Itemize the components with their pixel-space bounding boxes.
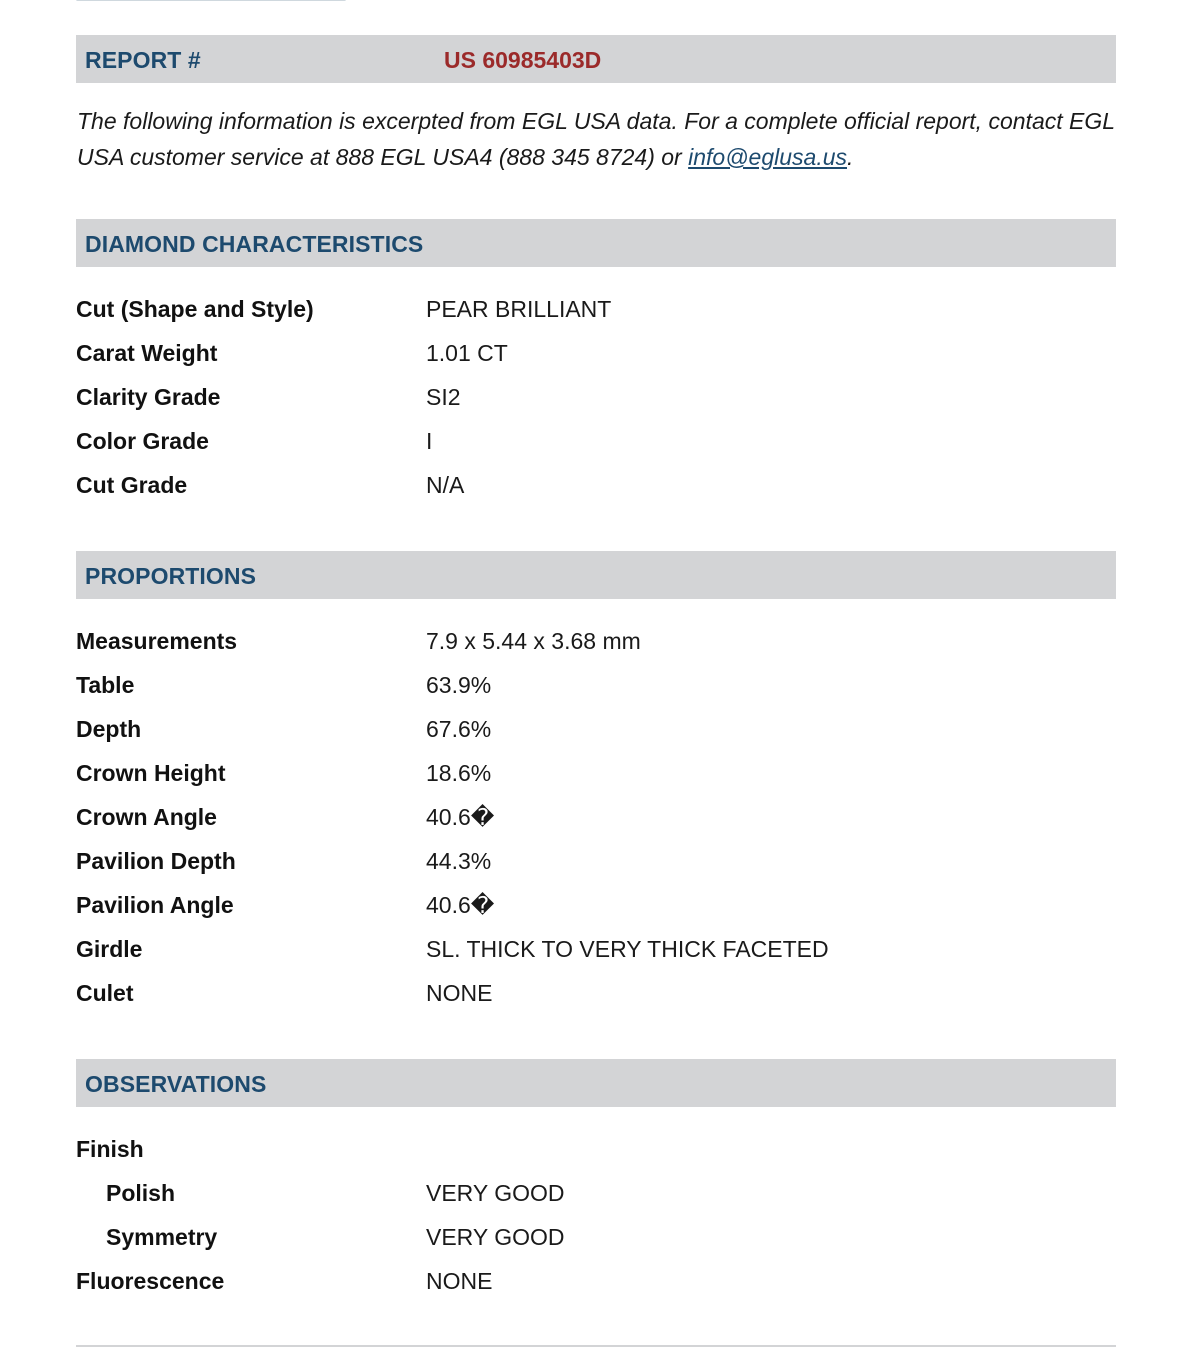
row-label: Crown Angle bbox=[76, 804, 217, 830]
row-value: 40.6� bbox=[426, 892, 495, 918]
row-finish bbox=[76, 1134, 1116, 1164]
row-label: Depth bbox=[76, 716, 142, 742]
row-girdle bbox=[76, 934, 1116, 964]
row-culet bbox=[76, 978, 1116, 1008]
intro-text: The following information is excerpted from EGL USA data. For a complete official report, contact EGL USA customer service at 888 EGL USA4 (888 345 8724) or bbox=[77, 108, 1115, 170]
row-cut-shape-style bbox=[76, 294, 1116, 324]
row-fluorescence bbox=[76, 1266, 1116, 1296]
row-label: Color Grade bbox=[76, 428, 209, 454]
row-label: Clarity Grade bbox=[76, 384, 221, 410]
proportions-header bbox=[76, 551, 1116, 599]
row-value: I bbox=[426, 428, 433, 454]
row-polish bbox=[76, 1178, 1116, 1208]
row-label: Finish bbox=[76, 1136, 144, 1162]
row-label: Culet bbox=[76, 980, 134, 1006]
report-number-value: US 60985403D bbox=[444, 47, 602, 73]
row-label: Cut (Shape and Style) bbox=[76, 296, 314, 322]
row-label: Polish bbox=[106, 1180, 176, 1206]
row-label: Carat Weight bbox=[76, 340, 218, 366]
row-label: Cut Grade bbox=[76, 472, 188, 498]
row-crown-height bbox=[76, 758, 1116, 788]
row-pavilion-angle bbox=[76, 890, 1116, 920]
row-crown-angle bbox=[76, 802, 1116, 832]
row-table bbox=[76, 670, 1116, 700]
row-pavilion-depth bbox=[76, 846, 1116, 876]
intro-period: . bbox=[847, 144, 854, 170]
email-link[interactable]: info@eglusa.us bbox=[688, 144, 847, 170]
row-value: 7.9 x 5.44 x 3.68 mm bbox=[426, 628, 641, 654]
row-label: Pavilion Depth bbox=[76, 848, 236, 874]
row-value: VERY GOOD bbox=[426, 1180, 565, 1206]
row-label: Girdle bbox=[76, 936, 143, 962]
row-value: SL. THICK TO VERY THICK FACETED bbox=[426, 936, 829, 962]
row-carat-weight bbox=[76, 338, 1116, 368]
row-value: 1.01 CT bbox=[426, 340, 508, 366]
row-value: 63.9% bbox=[426, 672, 492, 698]
row-value: 18.6% bbox=[426, 760, 492, 786]
row-clarity-grade bbox=[76, 382, 1116, 412]
row-label: Table bbox=[76, 672, 135, 698]
bottom-divider bbox=[76, 1345, 1116, 1347]
row-value: NONE bbox=[426, 1268, 493, 1294]
row-value: NONE bbox=[426, 980, 493, 1006]
row-cut-grade bbox=[76, 470, 1116, 500]
row-label: Measurements bbox=[76, 628, 238, 654]
cropped-header-fragment bbox=[76, 0, 346, 4]
intro-paragraph bbox=[77, 103, 1117, 175]
row-label: Crown Height bbox=[76, 760, 226, 786]
row-symmetry bbox=[76, 1222, 1116, 1252]
row-color-grade bbox=[76, 426, 1116, 456]
row-label: Pavilion Angle bbox=[76, 892, 234, 918]
row-value: VERY GOOD bbox=[426, 1224, 565, 1250]
report-number-label: REPORT # bbox=[85, 47, 201, 73]
observations-header bbox=[76, 1059, 1116, 1107]
row-label: Symmetry bbox=[106, 1224, 218, 1250]
row-depth bbox=[76, 714, 1116, 744]
diamond-characteristics-header bbox=[76, 219, 1116, 267]
row-label: Fluorescence bbox=[76, 1268, 225, 1294]
row-value: 40.6� bbox=[426, 804, 495, 830]
row-value: SI2 bbox=[426, 384, 461, 410]
section-title-observations: OBSERVATIONS bbox=[85, 1071, 267, 1097]
row-value: N/A bbox=[426, 472, 465, 498]
section-title-diamond-characteristics: DIAMOND CHARACTERISTICS bbox=[85, 231, 424, 257]
row-value: PEAR BRILLIANT bbox=[426, 296, 612, 322]
section-title-proportions: PROPORTIONS bbox=[85, 563, 257, 589]
row-measurements bbox=[76, 626, 1116, 656]
row-value: 44.3% bbox=[426, 848, 492, 874]
row-value: 67.6% bbox=[426, 716, 492, 742]
report-number-band bbox=[76, 35, 1116, 83]
